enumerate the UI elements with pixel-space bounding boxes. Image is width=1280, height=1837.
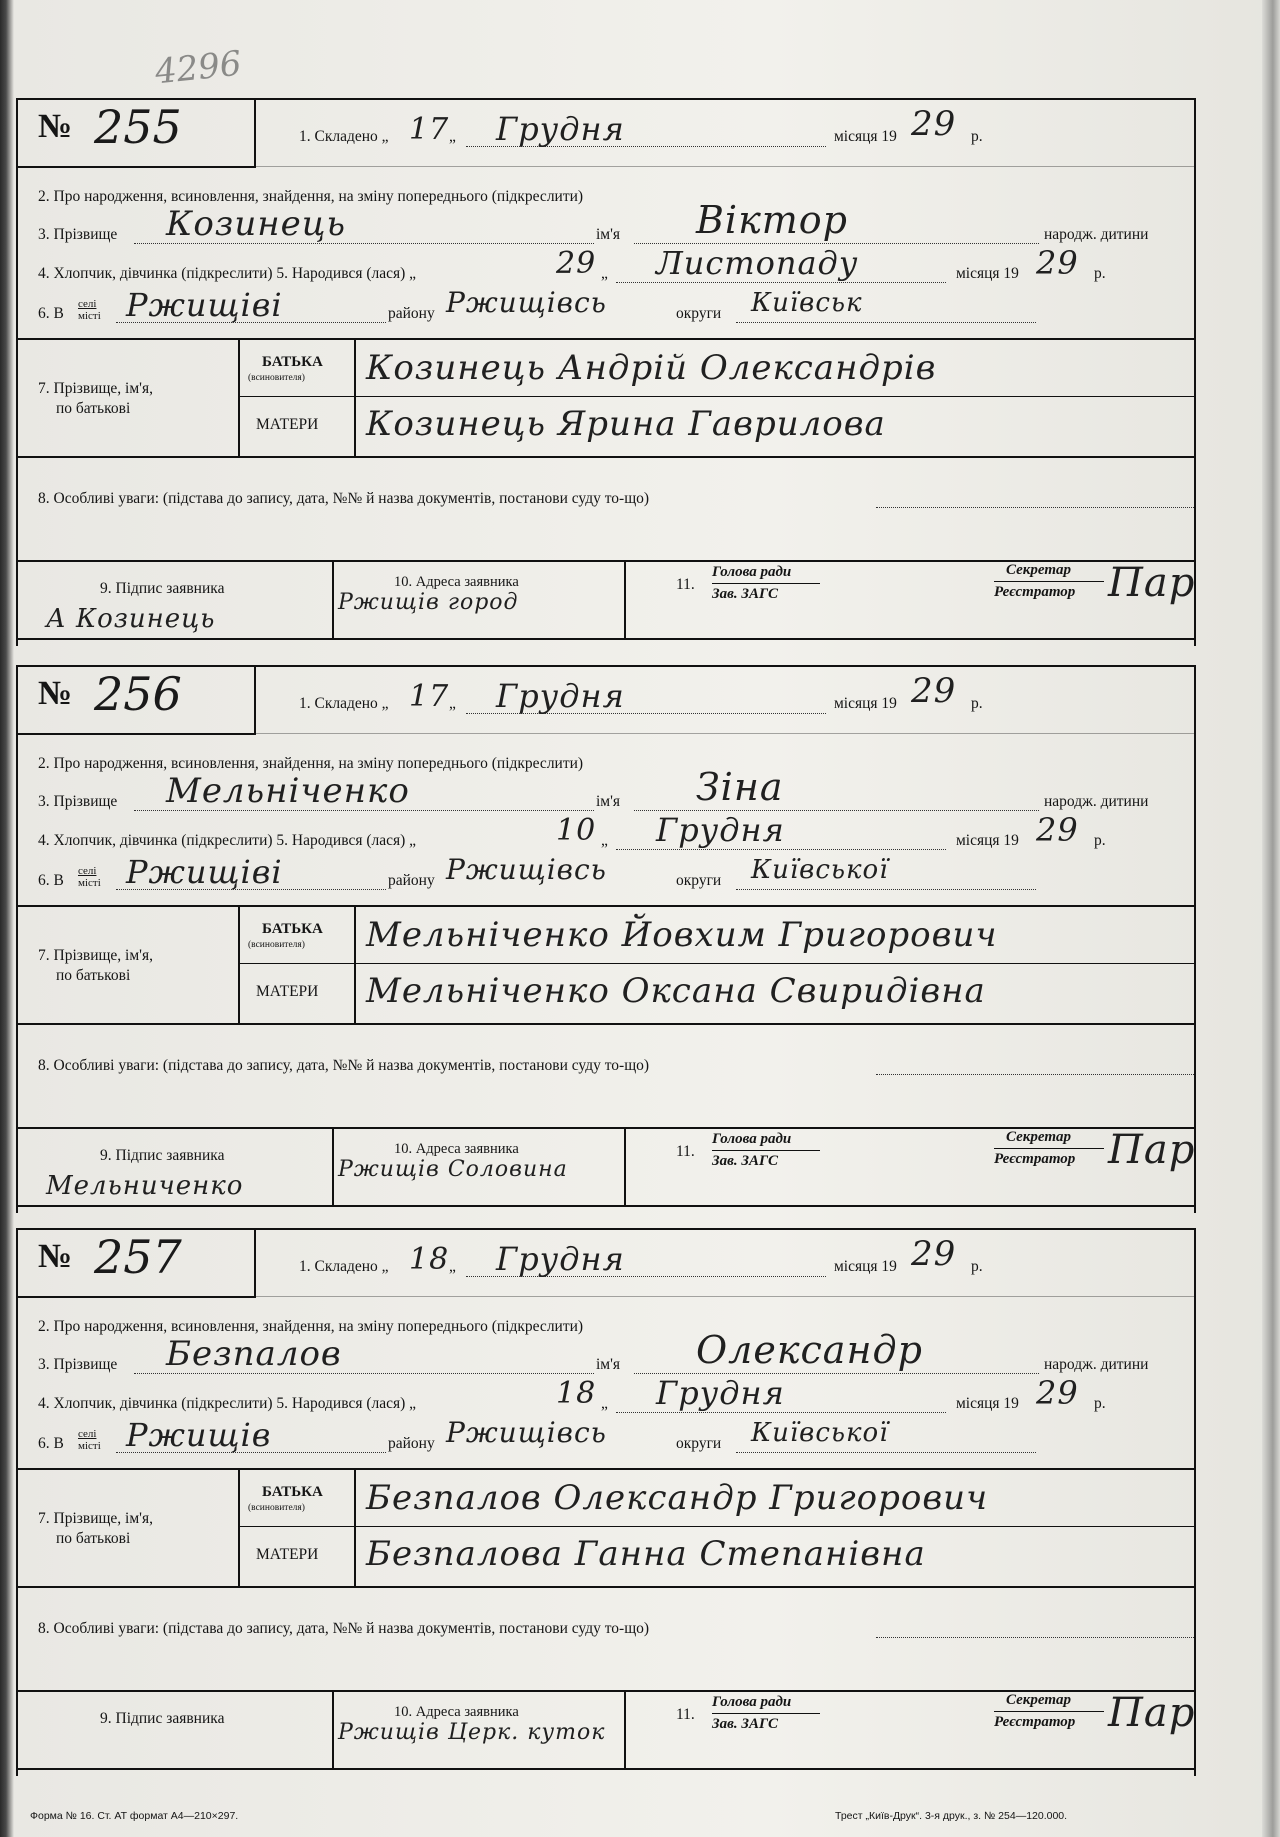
- district-label: району: [388, 872, 435, 889]
- father-name: Безпалов Олександр Григорович: [366, 1478, 989, 1518]
- name-label: ім'я: [596, 793, 621, 810]
- composed-label: 1. Складено „: [299, 1258, 389, 1275]
- mother-name: Безпалова Ганна Степанівна: [366, 1534, 926, 1574]
- birth-month: Грудня: [656, 811, 785, 849]
- town-label: місті: [78, 310, 101, 322]
- composed-month: Грудня: [496, 110, 625, 148]
- birth-okrug: Київської: [751, 1418, 889, 1448]
- village-label: селі: [78, 1428, 97, 1440]
- number-box-rule: [254, 98, 256, 166]
- father-note: (всиновителя): [248, 940, 305, 950]
- birth-year-suffix: р.: [1094, 832, 1106, 849]
- birth-district: Ржищівсь: [446, 286, 607, 319]
- birth-day: 18: [556, 1376, 597, 1411]
- applicant-signature: Мельниченко: [46, 1171, 244, 1201]
- birth-year: 29: [1036, 811, 1079, 849]
- head-label: Голова ради: [712, 1131, 792, 1147]
- remarks-label: 8. Особливі уваги: (підстава до запису, дата, №№ й назва документів, постанови суду то-що): [38, 490, 650, 507]
- birth-month-label: місяця 19: [956, 832, 1019, 849]
- child-name: Віктор: [696, 198, 849, 242]
- birth-month-label: місяця 19: [956, 1395, 1019, 1412]
- okrug-label: округи: [676, 872, 722, 889]
- child-name: Зіна: [696, 765, 784, 809]
- archive-number: 4296: [153, 43, 244, 93]
- head-label: Голова ради: [712, 564, 792, 580]
- month-label: місяця 19: [834, 1258, 897, 1275]
- applicant-signature: А Козинець: [46, 604, 216, 634]
- child-surname: Козинець: [166, 204, 346, 244]
- record-top-rule: [16, 1228, 1196, 1230]
- birth-district: Ржищівсь: [446, 853, 607, 886]
- composed-day: 17: [409, 679, 450, 714]
- child-name: Олександр: [696, 1328, 923, 1372]
- father-name: Мельніченко Йовхим Григорович: [366, 915, 998, 955]
- applicant-address-label: 10. Адреса заявника: [394, 1141, 519, 1157]
- birth-district: Ржищівсь: [446, 1416, 607, 1449]
- father-label: БАТЬКА: [262, 1484, 323, 1500]
- composed-year: 29: [911, 671, 957, 711]
- composed-label: 1. Складено „: [299, 695, 389, 712]
- place-label: 6. В: [38, 1435, 64, 1452]
- applicant-sig-label: 9. Підпис заявника: [100, 1147, 225, 1164]
- birth-village: Ржищіві: [126, 853, 283, 891]
- parents-label-2: по батькові: [56, 967, 131, 984]
- town-label: місті: [78, 877, 101, 889]
- footer-left: Форма № 16. Ст. АТ формат А4—210×297.: [30, 1810, 239, 1822]
- birth-month: Листопаду: [656, 244, 859, 282]
- town-label: місті: [78, 1440, 101, 1452]
- official-signature: Пар: [1108, 1690, 1196, 1736]
- number-sign: №: [38, 108, 73, 145]
- type-line: 2. Про народження, всиновлення, знайдення, на зміну попереднього (підкреслити): [38, 188, 584, 205]
- number-box-rule: [254, 1228, 256, 1296]
- village-label: селі: [78, 865, 97, 877]
- zags-label: Зав. ЗАГС: [712, 586, 779, 602]
- official-signature: Пар: [1108, 560, 1196, 606]
- child-label: народж. дитини: [1044, 1356, 1149, 1373]
- record-number: 256: [94, 667, 182, 721]
- type-line: 2. Про народження, всиновлення, знайдення, на зміну попереднього (підкреслити): [38, 755, 584, 772]
- number-sign: №: [38, 675, 73, 712]
- birth-month: Грудня: [656, 1374, 785, 1412]
- record-number: 255: [94, 100, 182, 154]
- composed-month: Грудня: [496, 1240, 625, 1278]
- month-label: місяця 19: [834, 128, 897, 145]
- village-label: селі: [78, 298, 97, 310]
- place-label: 6. В: [38, 872, 64, 889]
- birth-year: 29: [1036, 1374, 1079, 1412]
- parents-label-1: 7. Прізвище, ім'я,: [38, 1510, 153, 1527]
- birth-day: 10: [556, 813, 597, 848]
- birth-year-suffix: р.: [1094, 265, 1106, 282]
- secretary-label: Секретар: [1006, 1692, 1071, 1708]
- district-label: району: [388, 1435, 435, 1452]
- number-sign: №: [38, 1238, 73, 1275]
- birth-okrug: Київськ: [751, 288, 863, 318]
- official-signature: Пар: [1108, 1127, 1196, 1173]
- gender-born-label: 4. Хлопчик, дівчинка (підкреслити) 5. Народився (лася) „: [38, 832, 417, 849]
- place-label: 6. В: [38, 305, 64, 322]
- applicant-address: Ржищів город: [338, 590, 519, 615]
- registrar-label: Реєстратор: [994, 1151, 1076, 1167]
- parents-label-2: по батькові: [56, 1530, 131, 1547]
- composed-year: 29: [911, 104, 957, 144]
- year-suffix: р.: [971, 128, 983, 145]
- district-label: району: [388, 305, 435, 322]
- father-label: БАТЬКА: [262, 921, 323, 937]
- gender-born-label: 4. Хлопчик, дівчинка (підкреслити) 5. Народився (лася) „: [38, 265, 417, 282]
- father-note: (всиновителя): [248, 373, 305, 383]
- applicant-sig-label: 9. Підпис заявника: [100, 1710, 225, 1727]
- parents-label-1: 7. Прізвище, ім'я,: [38, 380, 153, 397]
- child-label: народж. дитини: [1044, 226, 1149, 243]
- mother-name: Козинець Ярина Гаврилова: [366, 404, 886, 444]
- year-suffix: р.: [971, 1258, 983, 1275]
- record-top-rule: [16, 665, 1196, 667]
- parents-label-1: 7. Прізвище, ім'я,: [38, 947, 153, 964]
- mother-label: МАТЕРИ: [256, 416, 319, 433]
- zags-label: Зав. ЗАГС: [712, 1153, 779, 1169]
- birth-record-1: № 255 1. Складено „ 17 „ Грудня місяця 19 29 р. 2. Про народження, всиновлення, знайдення, на зміну попереднього (підкреслити) 3. Прізвище Козинець ім'я Віктор народж. дитини 4. Хлопчик, дівчинка (підкреслити) 5. Народився (лася) „ 29 „ Листопаду місяця 19 29 р. 6. В селі місті Ржищіві району Ржищівсь округи Київськ 7. Прізвище, ім'я, по батькові БАТЬКА (всиновителя) МАТЕРИ Козинець Андрій Олександрів Козинець Ярина Гаврилова 8. Особливі уваги: (підстава до запису, дата, №№ й назва документів, постанови суду то-що) 9. Підпис заявника А Козинець 10. Адреса заявника Ржищів город 11. Голова ради Зав. ЗАГС Секретар Реєстратор Пар: [16, 98, 1196, 646]
- father-note: (всиновителя): [248, 1503, 305, 1513]
- father-label: БАТЬКА: [262, 354, 323, 370]
- okrug-label: округи: [676, 305, 722, 322]
- birth-village: Ржищів: [126, 1416, 272, 1454]
- birth-day: 29: [556, 246, 597, 281]
- mother-label: МАТЕРИ: [256, 983, 319, 1000]
- n11-label: 11.: [676, 1143, 695, 1160]
- father-name: Козинець Андрій Олександрів: [366, 348, 937, 388]
- birth-record-3: № 257 1. Складено „ 18 „ Грудня місяця 19 29 р. 2. Про народження, всиновлення, знайдення, на зміну попереднього (підкреслити) 3. Прізвище Безпалов ім'я Олександр народж. дитини 4. Хлопчик, дівчинка (підкреслити) 5. Народився (лася) „ 18 „ Грудня місяця 19 29 р. 6. В селі місті Ржищів району Ржищівсь округи Київської 7. Прізвище, ім'я, по батькові БАТЬКА (всиновителя) МАТЕРИ Безпалов Олександр Григорович Безпалова Ганна Степанівна 8. Особливі уваги: (підстава до запису, дата, №№ й назва документів, постанови суду то-що) 9. Підпис заявника 10. Адреса заявника Ржищів Церк. куток 11. Голова ради Зав. ЗАГС Секретар Реєстратор Пар: [16, 1228, 1196, 1776]
- birth-month-label: місяця 19: [956, 265, 1019, 282]
- remarks-label: 8. Особливі уваги: (підстава до запису, дата, №№ й назва документів, постанови суду то-що): [38, 1057, 650, 1074]
- remarks-label: 8. Особливі уваги: (підстава до запису, дата, №№ й назва документів, постанови суду то-що): [38, 1620, 650, 1637]
- birth-village: Ржищіві: [126, 286, 283, 324]
- name-label: ім'я: [596, 1356, 621, 1373]
- birth-record-2: № 256 1. Складено „ 17 „ Грудня місяця 19 29 р. 2. Про народження, всиновлення, знайдення, на зміну попереднього (підкреслити) 3. Прізвище Мельніченко ім'я Зіна народж. дитини 4. Хлопчик, дівчинка (підкреслити) 5. Народився (лася) „ 10 „ Грудня місяця 19 29 р. 6. В селі місті Ржищіві району Ржищівсь округи Київської 7. Прізвище, ім'я, по батькові БАТЬКА (всиновителя) МАТЕРИ Мельніченко Йовхим Григорович Мельніченко Оксана Свиридівна 8. Особливі уваги: (підстава до запису, дата, №№ й назва документів, постанови суду то-що) 9. Підпис заявника Мельниченко 10. Адреса заявника Ржищів Соловина 11. Голова ради Зав. ЗАГС Секретар Реєстратор Пар: [16, 665, 1196, 1213]
- child-surname: Безпалов: [166, 1334, 342, 1374]
- composed-year: 29: [911, 1234, 957, 1274]
- child-label: народж. дитини: [1044, 793, 1149, 810]
- registrar-label: Реєстратор: [994, 1714, 1076, 1730]
- secretary-label: Секретар: [1006, 562, 1071, 578]
- footer-right: Трест „Київ-Друк“. 3-я друк., з. № 254—120.000.: [835, 1810, 1068, 1822]
- mother-name: Мельніченко Оксана Свиридівна: [366, 971, 986, 1011]
- parents-label-2: по батькові: [56, 400, 131, 417]
- name-label: ім'я: [596, 226, 621, 243]
- year-suffix: р.: [971, 695, 983, 712]
- registrar-label: Реєстратор: [994, 584, 1076, 600]
- applicant-address: Ржищів Церк. куток: [338, 1720, 606, 1745]
- type-line: 2. Про народження, всиновлення, знайдення, на зміну попереднього (підкреслити): [38, 1318, 584, 1335]
- birth-year-suffix: р.: [1094, 1395, 1106, 1412]
- birth-year: 29: [1036, 244, 1079, 282]
- applicant-address: Ржищів Соловина: [338, 1157, 568, 1182]
- page-edge: [1262, 0, 1280, 1837]
- gender-born-label: 4. Хлопчик, дівчинка (підкреслити) 5. Народився (лася) „: [38, 1395, 417, 1412]
- secretary-label: Секретар: [1006, 1129, 1071, 1145]
- record-number: 257: [94, 1230, 182, 1284]
- composed-label: 1. Складено „: [299, 128, 389, 145]
- number-box-rule: [254, 665, 256, 733]
- applicant-address-label: 10. Адреса заявника: [394, 574, 519, 590]
- child-surname: Мельніченко: [166, 771, 410, 811]
- applicant-address-label: 10. Адреса заявника: [394, 1704, 519, 1720]
- composed-day: 17: [409, 112, 450, 147]
- surname-label: 3. Прізвище: [38, 226, 118, 243]
- mother-label: МАТЕРИ: [256, 1546, 319, 1563]
- composed-month: Грудня: [496, 677, 625, 715]
- head-label: Голова ради: [712, 1694, 792, 1710]
- birth-okrug: Київської: [751, 855, 889, 885]
- month-label: місяця 19: [834, 695, 897, 712]
- composed-day: 18: [409, 1242, 450, 1277]
- zags-label: Зав. ЗАГС: [712, 1716, 779, 1732]
- surname-label: 3. Прізвище: [38, 1356, 118, 1373]
- n11-label: 11.: [676, 576, 695, 593]
- surname-label: 3. Прізвище: [38, 793, 118, 810]
- record-top-rule: [16, 98, 1196, 100]
- applicant-sig-label: 9. Підпис заявника: [100, 580, 225, 597]
- okrug-label: округи: [676, 1435, 722, 1452]
- n11-label: 11.: [676, 1706, 695, 1723]
